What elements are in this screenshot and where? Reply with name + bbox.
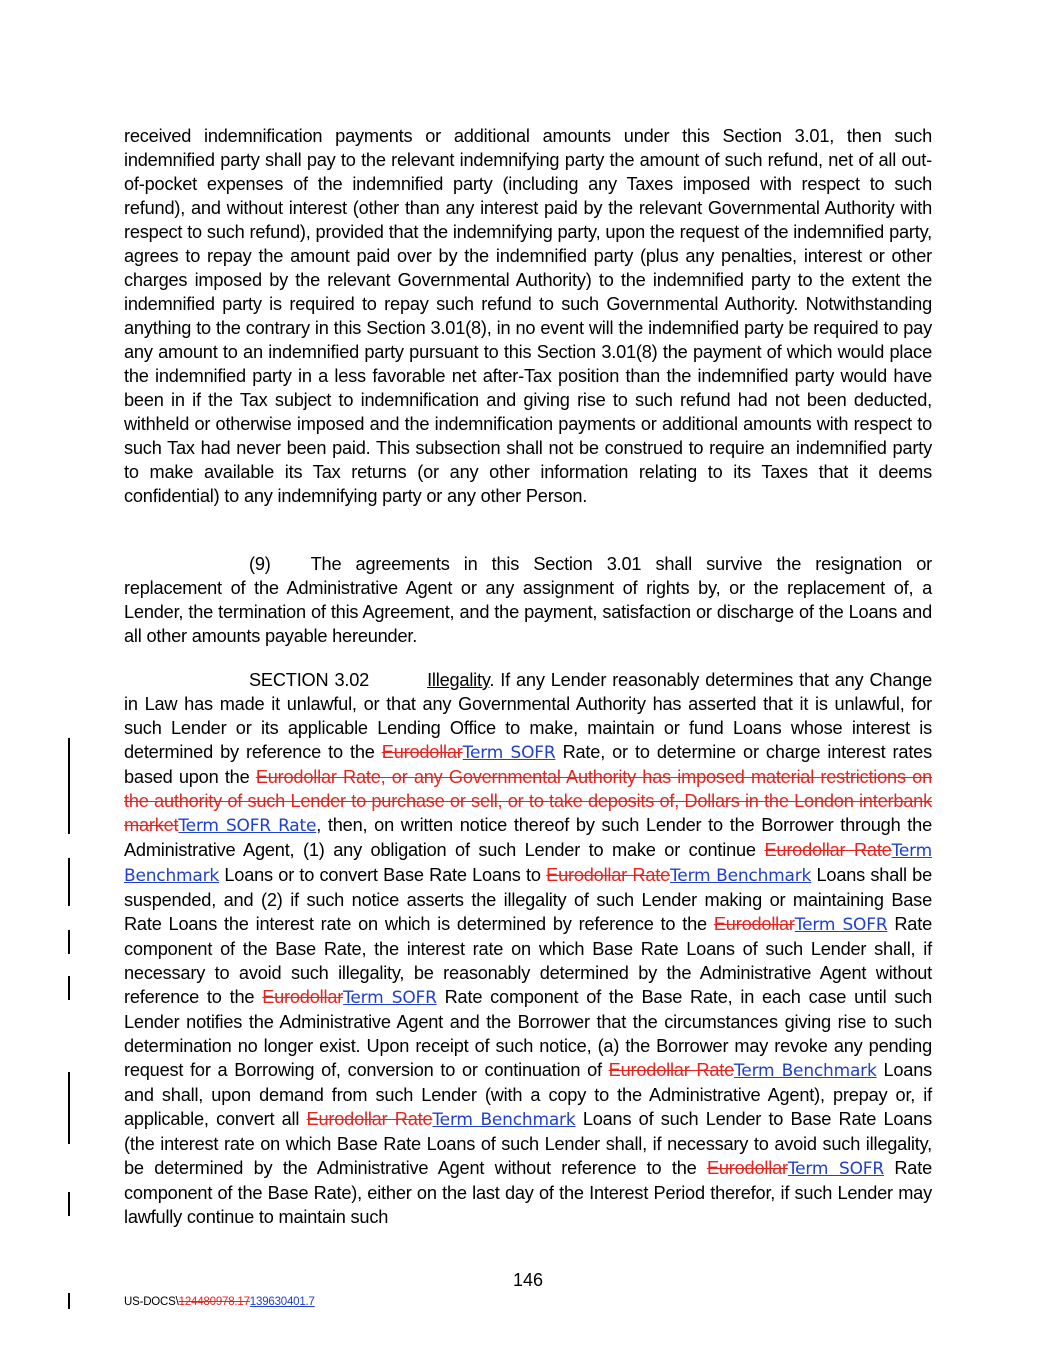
change-bar (68, 976, 70, 1000)
deleted-text: Eurodollar Rate (608, 1060, 735, 1080)
change-bar (68, 930, 70, 954)
page-number: 146 (512, 1270, 544, 1290)
change-bar (68, 1192, 70, 1216)
deleted-text: Eurodollar (706, 1158, 788, 1178)
deleted-text: Eurodollar Rate (764, 840, 892, 860)
inserted-text: Term Benchmark (124, 841, 932, 886)
footer-inserted-id: 139630401.7 (249, 1296, 315, 1308)
change-bar (68, 858, 70, 906)
section-3-02-illegality (124, 668, 932, 1229)
deleted-text: Eurodollar (381, 742, 463, 762)
body-text: , then, on written notice thereof by such Lender to the Borrower through the Administrative Agent, (1) any obligation of such Lender to make or continue (124, 815, 932, 860)
section-number: SECTION 3.02 (249, 670, 370, 690)
body-text: . If any Lender reasonably determines that any Change in Law has made it unlawful, or that any Governmental Authority has asserted that it is unlawful, for such Lender or its applicable Lending Office to make, maintain or fund Loans whose interest is determined by reference to the (124, 670, 932, 762)
inserted-text: Term Benchmark (734, 1061, 877, 1081)
change-bar (68, 1072, 70, 1144)
inserted-text: Term SOFR (343, 988, 437, 1008)
body-text: Loans and shall, upon demand from such Lender (with a copy to the Administrative Agent), prepay or, if applicable, convert all (124, 1060, 932, 1129)
inserted-text: Term SOFR (787, 1159, 884, 1179)
change-bar (68, 738, 70, 834)
deleted-text: Eurodollar Rate (306, 1109, 433, 1129)
deleted-text: Eurodollar Rate, or any Governmental Authority has imposed material restrictions on the authority of such Lender to purchase or sell, or to take deposits of, Dollars in the London interbank market (124, 767, 932, 835)
footer-prefix: US-DOCS\ (124, 1296, 179, 1308)
body-text: Loans shall be suspended, and (2) if such notice asserts the illegality of such Lender making or maintaining Base Rate Loans the interest rate on which is determined by reference to the (124, 865, 933, 934)
body-text: Rate component of the Base Rate, in each case until such Lender notifies the Administrative Agent and the Borrower that the circumstances giving rise to such determination no longer exist. Upon receipt of such notice, (a) the Borrower may revoke any pending request for a Borrowing of, conversion to or continuation of (124, 987, 932, 1080)
paragraph-refund (124, 124, 932, 508)
inserted-text: Term Benchmark (670, 866, 812, 886)
inserted-text: Term Benchmark (432, 1110, 576, 1130)
deleted-text: Eurodollar (713, 914, 795, 934)
footer-deleted-id: 124480978.17 (178, 1296, 250, 1308)
change-bar (68, 1293, 70, 1309)
body-text: Rate, or to determine or charge interest rates based upon the (124, 742, 932, 787)
paragraph-text: The agreements in this Section 3.01 shall survive the resignation or replacement of the Administrative Agent or any assignment of rights by, or the replacement of, a Lender, the termination of this Agreement, and the payment, satisfaction or discharge of the Loans and all other amounts payable hereunder. (124, 554, 932, 646)
deleted-text: Eurodollar Rate (546, 865, 671, 885)
deleted-text: Eurodollar (262, 987, 344, 1007)
document-id-footer (124, 1296, 315, 1308)
body-text: Loans of such Lender to Base Rate Loans (the interest rate on which Base Rate Loans of such Lender shall, if necessary to avoid such illegality, be determined by the Administrative Agent without reference to the (124, 1109, 932, 1178)
body-text: Rate component of the Base Rate, the interest rate on which Base Rate Loans of such Lender shall, if necessary to avoid such illegality, be reasonably determined by the Administrative Agent without reference to the (124, 914, 932, 1007)
body-text: Loans or to convert Base Rate Loans to (219, 865, 547, 885)
body-text: Rate component of the Base Rate), either on the last day of the Interest Period therefor, if such Lender may lawfully continue to maintain such (124, 1158, 932, 1227)
paragraph-number: (9) (249, 554, 271, 574)
section-heading: Illegality (427, 670, 490, 690)
paragraph-survival (124, 552, 932, 648)
inserted-text: Term SOFR (462, 743, 556, 763)
paragraph-text: received indemnification payments or additional amounts under this Section 3.01, then such indemnified party shall pay to the relevant indemnifying party the amount of such refund, net of all out-of-pocket expenses of the indemnified party (including any Taxes imposed with respect to such refund), and without interest (other than any interest paid by the relevant Governmental Authority with respect to such refund), provided that the indemnifying party, upon the request of the indemnified party, agrees to repay the amount paid over by the indemnified party (plus any penalties, interest or other charges imposed by the relevant Governmental Authority) to the indemnified party to the extent the indemnified party is required to repay such refund to such Governmental Authority. Notwithstanding anything to the contrary in this Section 3.01(8), in no event will the indemnified party be required to pay any amount to an indemnified party pursuant to this Section 3.01(8) the payment of which would place the indemnified party in a less favorable net after-Tax position than the indemnified party would have been in if the Tax subject to indemnification and giving rise to such refund had not been deducted, withheld or otherwise imposed and the indemnification payments or additional amounts with respect to such Tax had never been paid. This subsection shall not be construed to require an indemnified party to make available its Tax returns (or any other information relating to its Taxes that it deems confidential) to any indemnifying party or any other Person. (124, 126, 932, 506)
inserted-text: Term SOFR (794, 915, 888, 935)
inserted-text: Term SOFR Rate (178, 816, 317, 836)
